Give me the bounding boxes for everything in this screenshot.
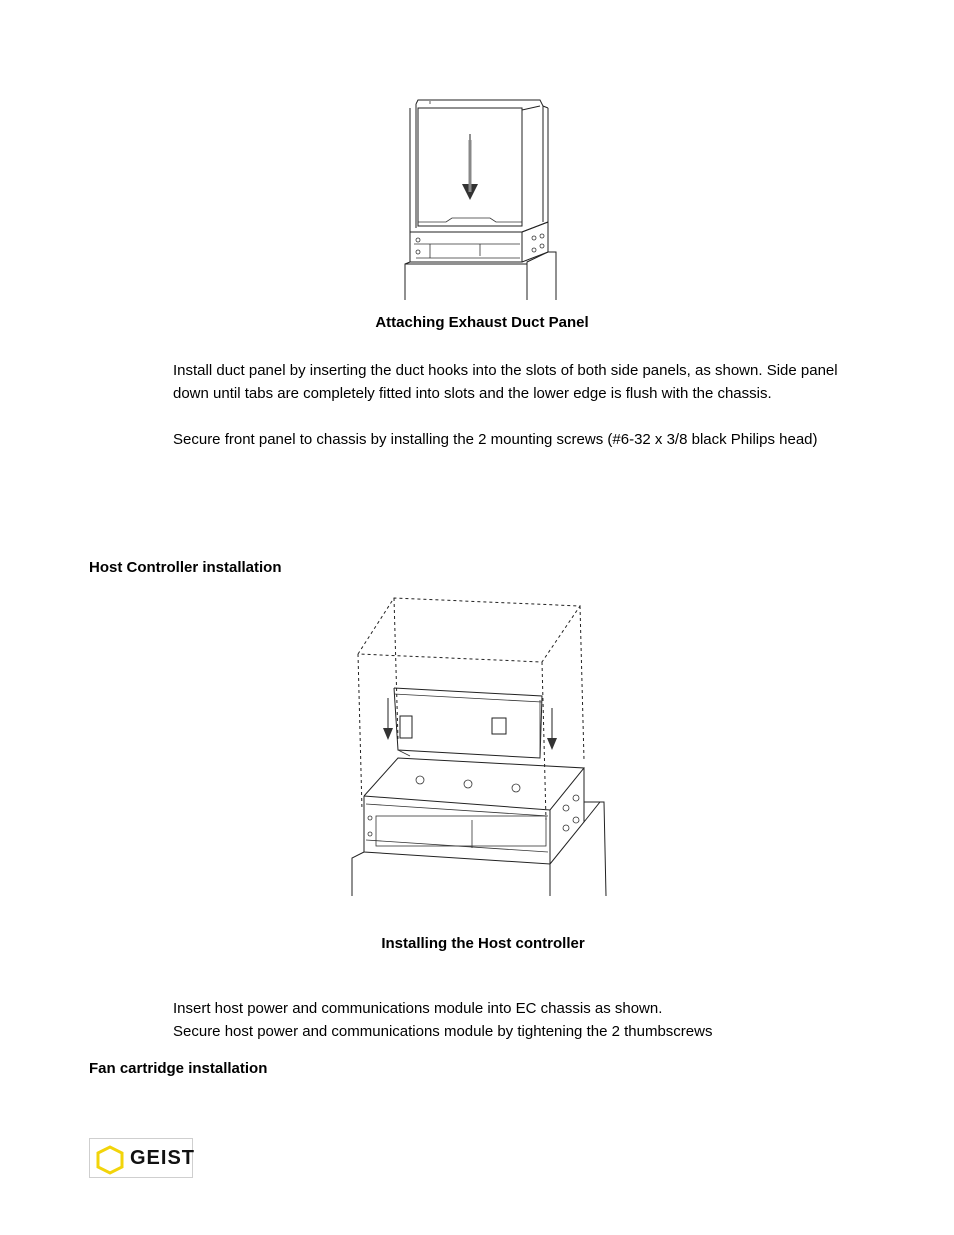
exhaust-duct-panel-illustration — [0, 0, 954, 320]
geist-logo-mark-icon — [90, 1139, 130, 1179]
front-panel-screw-instructions: Secure front panel to chassis by installing the 2 mounting screws (#6-32 x 3/8 black Philips head) — [173, 431, 818, 448]
geist-logo — [89, 1138, 196, 1178]
figure-caption-exhaust-duct: Attaching Exhaust Duct Panel — [375, 314, 589, 331]
host-controller-illustration — [0, 590, 954, 910]
host-controller-instructions-line1: Insert host power and communications module into EC chassis as shown. — [173, 1000, 663, 1017]
geist-logo-text: GEIST — [130, 1147, 196, 1169]
duct-panel-instructions-line2: down until tabs are completely fitted into slots and the lower edge is flush with the chassis. — [173, 385, 772, 402]
host-controller-instructions — [173, 997, 933, 1043]
fan-cartridge-heading: Fan cartridge installation — [89, 1060, 268, 1077]
host-controller-instructions-line2: Secure host power and communications module by tightening the 2 thumbscrews — [173, 1023, 713, 1040]
figure-caption-host-controller: Installing the Host controller — [381, 935, 585, 952]
duct-panel-instructions — [173, 359, 933, 405]
host-controller-heading: Host Controller installation — [89, 559, 282, 576]
duct-panel-instructions-line1: Install duct panel by inserting the duct hooks into the slots of both side panels, as shown. Side panel — [173, 362, 838, 379]
